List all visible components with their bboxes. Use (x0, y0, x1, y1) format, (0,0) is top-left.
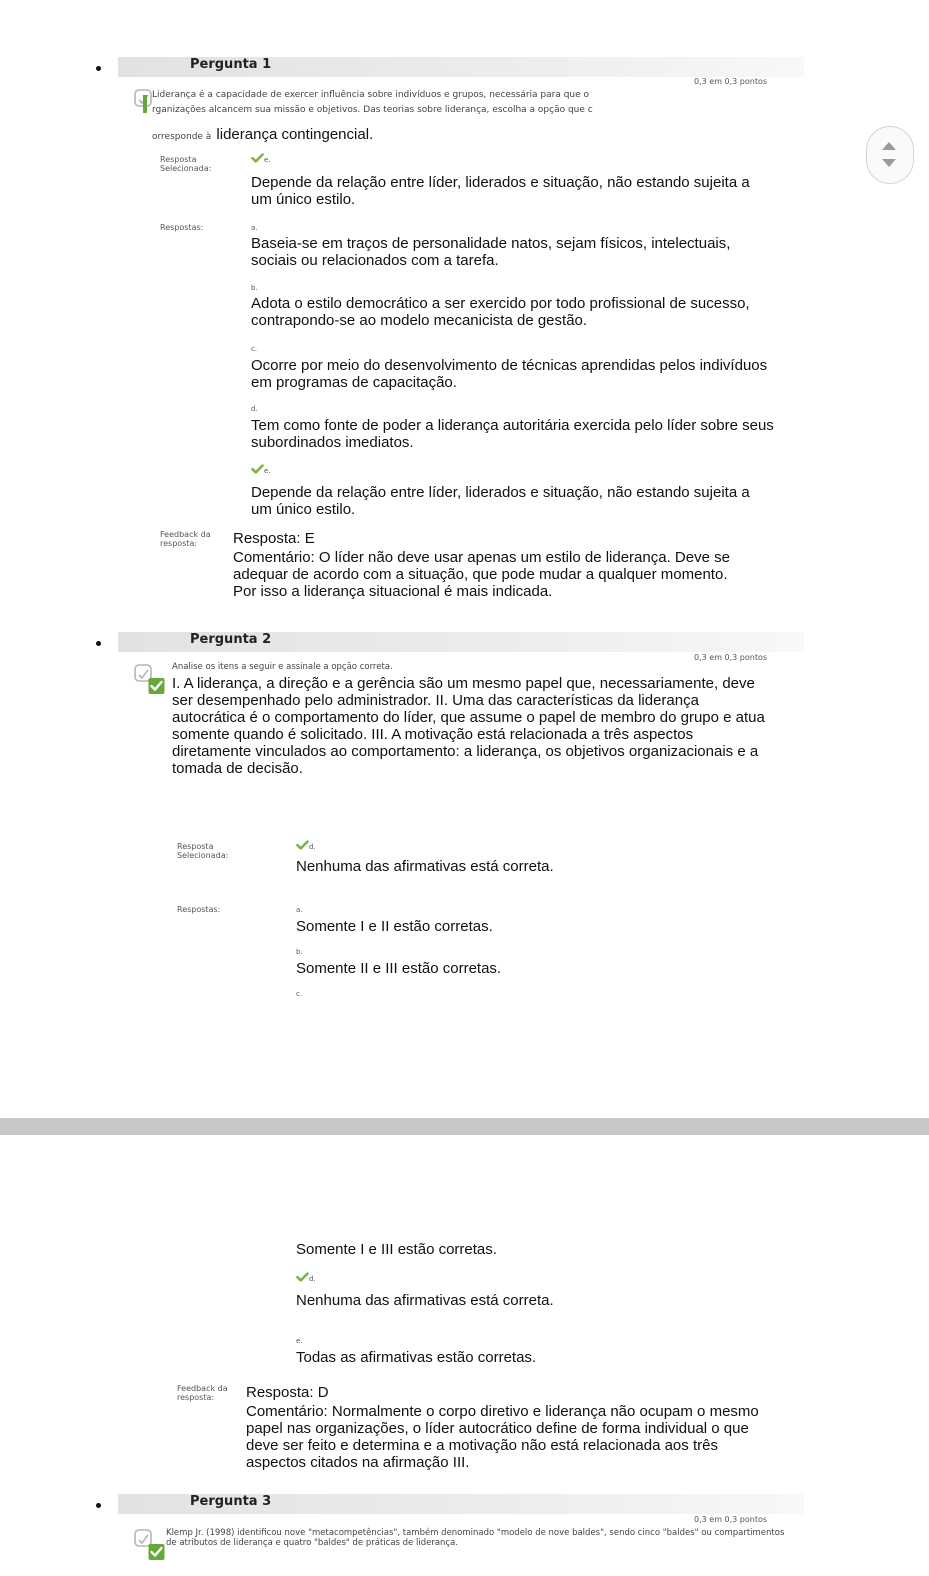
feedback-answer: Resposta: D (246, 1384, 329, 1401)
bullet (96, 641, 101, 646)
question-2-points: 0,3 em 0,3 pontos (694, 653, 768, 662)
question-2-selected-answer: Nenhuma das afirmativas está correta. (296, 858, 554, 875)
answer-letter: b. (296, 948, 303, 956)
answer-option-b: Somente II e III estão corretas. (296, 960, 502, 977)
feedback-comment: Comentário: Normalmente o corpo diretivo e liderança não ocupam o mesmo papel nas organizações, o líder autocrático define de forma individual o que deve ser feito e determina e a motivação não está relacionada aos três aspectos citados na afirmação III. (246, 1403, 759, 1471)
answer-option-e: Todas as afirmativas estão corretas. (296, 1349, 537, 1366)
answers-label: Respostas: (160, 223, 204, 232)
question-3-points: 0,3 em 0,3 pontos (694, 1515, 768, 1524)
question-1-text-highlight: liderança contingencial. (216, 126, 374, 143)
answer-letter: e. (296, 1337, 303, 1345)
answers-label: Respostas: (177, 905, 221, 914)
answer-letter: a. (251, 224, 258, 232)
bullet (96, 1503, 101, 1508)
answer-letter: c. (296, 990, 303, 998)
selected-letter: d. (309, 843, 316, 851)
answer-option-a: Baseia-se em traços de personalidade natos, sejam físicos, intelectuais, sociais ou relacionados com a tarefa. (251, 235, 731, 269)
bullet (96, 66, 101, 71)
page-divider (0, 1118, 929, 1135)
feedback-label: Feedback da resposta: (177, 1384, 228, 1402)
correct-check-icon (251, 153, 264, 163)
answer-option-a: Somente I e II estão corretas. (296, 918, 493, 935)
feedback-comment: Comentário: O líder não deve usar apenas um estilo de liderança. Deve se adequar de acordo com a situação, que pode mudar a qualquer momento. Por isso a liderança situacional é mais indicada. (233, 549, 730, 600)
answer-letter: d. (309, 1275, 316, 1283)
question-1-text-line2: rganizações alcancem sua missão e objetivos. Das teorias sobre liderança, escolha a opção que c (152, 105, 593, 115)
feedback-label: Feedback da resposta: (160, 530, 211, 548)
feedback-answer: Resposta: E (233, 530, 315, 547)
correct-check-icon (148, 674, 170, 696)
question-2-title: Pergunta 2 (190, 632, 272, 647)
answer-option-c: Somente I e III estão corretas. (296, 1241, 497, 1258)
correct-marker (143, 95, 147, 113)
question-3-text: Klemp Jr. (1998) identificou nove "metacompetências", também denominado "modelo de nove baldes", sendo cinco "baldes" ou compartimentos de atributos de liderança e quatro "baldes" de práticas de liderança. (166, 1528, 785, 1548)
selected-answer-label: Resposta Selecionada: (177, 842, 229, 860)
answer-option-b: Adota o estilo democrático a ser exercido por todo profissional de sucesso, contrapondo-se ao modelo mecanicista de gestão. (251, 295, 750, 329)
answer-letter: b. (251, 284, 258, 292)
answer-option-d: Nenhuma das afirmativas está correta. (296, 1292, 554, 1309)
selected-answer-label: Resposta Selecionada: (160, 155, 212, 173)
answer-letter: a. (296, 906, 303, 914)
answer-option-d: Tem como fonte de poder a liderança autoritária exercida pelo líder sobre seus subordinados imediatos. (251, 417, 774, 451)
correct-check-icon (251, 464, 264, 474)
answer-letter: e. (264, 467, 271, 475)
question-1-text-line3: orresponde à (152, 132, 212, 142)
selected-letter: e. (264, 156, 271, 164)
question-3-title: Pergunta 3 (190, 1494, 272, 1509)
answer-option-e: Depende da relação entre líder, liderados e situação, não estando sujeita a um único estilo. (251, 484, 750, 518)
correct-check-icon (296, 840, 309, 850)
scroll-control[interactable] (866, 126, 914, 184)
question-1-text-line1: Liderança é a capacidade de exercer influência sobre indivíduos e grupos, necessária para que o (152, 90, 590, 100)
question-1-points: 0,3 em 0,3 pontos (694, 77, 768, 86)
triangle-up-icon[interactable] (881, 141, 897, 151)
correct-check-icon (296, 1272, 309, 1282)
answer-option-c: Ocorre por meio do desenvolvimento de técnicas aprendidas pelos indivíduos em programas de capacitação. (251, 357, 768, 391)
question-1-title: Pergunta 1 (190, 57, 272, 72)
question-1-selected-answer: Depende da relação entre líder, liderados e situação, não estando sujeita a um único estilo. (251, 174, 750, 208)
answer-letter: c. (251, 345, 258, 353)
question-2-items: I. A liderança, a direção e a gerência são um mesmo papel que, necessariamente, deve ser desempenhado pelo administrador. II. Uma das características da liderança autocrática é o comportamento do líder, que assume o papel de membro do grupo e atua somente quando é solicitado. III. A motivação está relacionada a três aspectos diretamente vinculados ao comportamento: a liderança, os objetivos organizacionais e a tomada de decisão. (172, 675, 765, 777)
question-2-intro: Analise os itens a seguir e assinale a opção correta. (172, 662, 393, 672)
triangle-down-icon[interactable] (881, 158, 897, 168)
answer-letter: d. (251, 405, 258, 413)
